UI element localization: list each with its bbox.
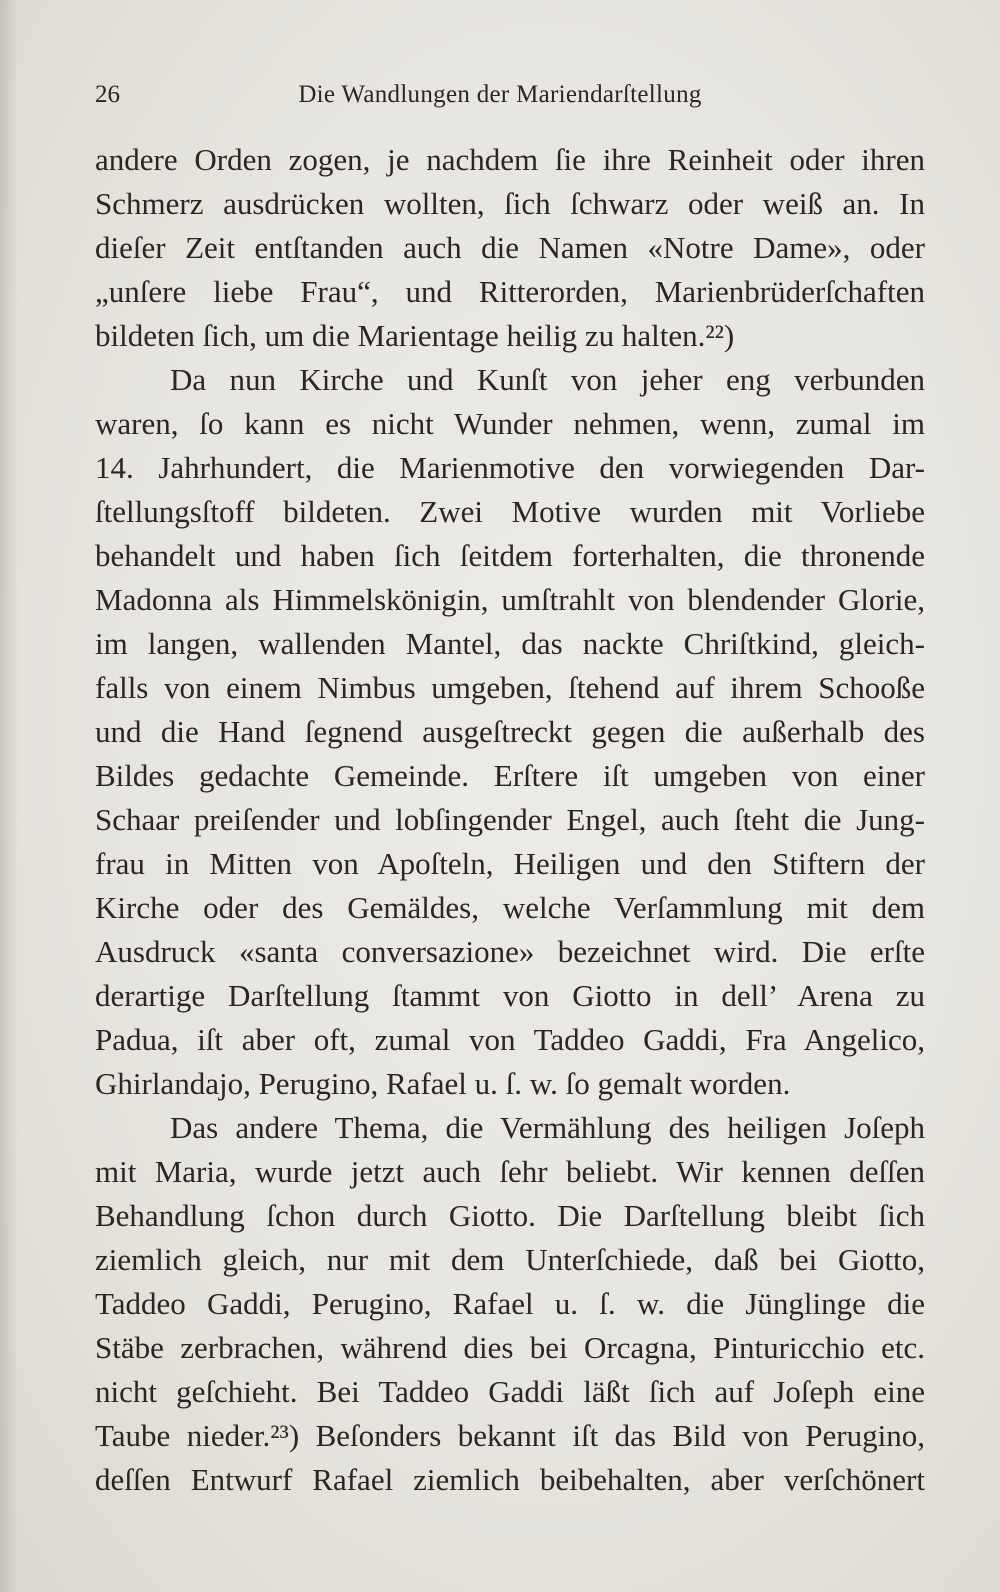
page-number: 26 [95, 81, 120, 108]
text-line: mit Maria, wurde jetzt auch ſehr beliebt. Wir kennen deſſen [95, 1154, 925, 1189]
paragraph [95, 1106, 925, 1502]
text-line: waren, ſo kann es nicht Wunder nehmen, wenn, zumal im [95, 406, 925, 441]
text-line: falls von einem Nimbus umgeben, ſtehend auf ihrem Schooße [95, 670, 925, 705]
text-line: Schaar preiſender und lobſingender Engel, auch ſteht die Jung- [95, 802, 925, 837]
running-title: Die Wandlungen der Mariendarſtellung [298, 81, 702, 108]
body-text [95, 138, 925, 1502]
text-line: dieſer Zeit entſtanden auch die Namen «Notre Dame», oder [95, 230, 925, 265]
paragraph [95, 358, 925, 1106]
text-line: andere Orden zogen, je nachdem ſie ihre Reinheit oder ihren [95, 142, 925, 177]
text-line: Taube nieder.²³) Beſonders bekannt iſt das Bild von Perugino, [95, 1418, 925, 1453]
text-line: und die Hand ſegnend ausgeſtreckt gegen die außerhalb des [95, 714, 925, 749]
text-line: Da nun Kirche und Kunſt von jeher eng verbunden [170, 362, 925, 397]
text-line: bildeten ſich, um die Marientage heilig zu halten.²²) [95, 318, 735, 353]
text-line: frau in Mitten von Apoſteln, Heiligen und den Stiftern der [95, 846, 925, 881]
text-line: Madonna als Himmelskönigin, umſtrahlt von blendender Glorie, [95, 582, 925, 617]
text-line: ziemlich gleich, nur mit dem Unterſchiede, daß bei Giotto, [95, 1242, 925, 1277]
text-line: Ausdruck «santa conversazione» bezeichnet wird. Die erſte [95, 934, 925, 969]
text-line: ſtellungsſtoff bildeten. Zwei Motive wurden mit Vorliebe [95, 494, 925, 529]
text-line: nicht geſchieht. Bei Taddeo Gaddi läßt ſich auf Joſeph eine [95, 1374, 925, 1409]
text-line: Behandlung ſchon durch Giotto. Die Darſtellung bleibt ſich [95, 1198, 925, 1233]
text-line: Bildes gedachte Gemeinde. Erſtere iſt umgeben von einer [95, 758, 925, 793]
text-line: Taddeo Gaddi, Perugino, Rafael u. ſ. w. die Jünglinge die [95, 1286, 925, 1321]
text-line: Ghirlandajo, Perugino, Rafael u. ſ. w. ſo gemalt worden. [95, 1066, 791, 1101]
text-line: behandelt und haben ſich ſeitdem forterhalten, die thronende [95, 538, 925, 573]
text-line: Padua, iſt aber oft, zumal von Taddeo Gaddi, Fra Angelico, [95, 1022, 925, 1057]
text-line: deſſen Entwurf Rafael ziemlich beibehalten, aber verſchönert [95, 1462, 925, 1497]
text-line: Kirche oder des Gemäldes, welche Verſammlung mit dem [95, 890, 925, 925]
text-line: derartige Darſtellung ſtammt von Giotto in dell’ Arena zu [95, 978, 925, 1013]
text-line: Das andere Thema, die Vermählung des heiligen Joſeph [170, 1110, 925, 1145]
page-edge-shadow [0, 0, 18, 1592]
text-line: „unſere liebe Frau“, und Ritterorden, Marienbrüderſchaften [95, 274, 925, 309]
text-line: Schmerz ausdrücken wollten, ſich ſchwarz oder weiß an. In [95, 186, 925, 221]
text-line: im langen, wallenden Mantel, das nackte Chriſtkind, gleich- [95, 626, 925, 661]
paragraph [95, 138, 925, 358]
text-line: Stäbe zerbrachen, während dies bei Orcagna, Pinturicchio etc. [95, 1330, 925, 1365]
text-line: 14. Jahrhundert, die Marienmotive den vorwiegenden Dar- [95, 450, 925, 485]
